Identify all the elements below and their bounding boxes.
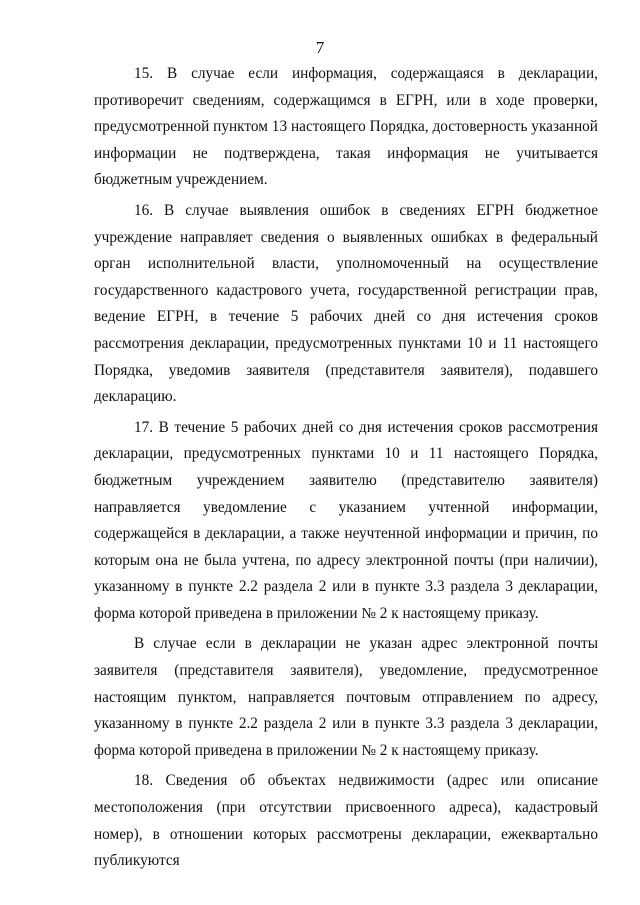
paragraph-15: 15. В случае если информация, содержащаяся в декларации, противоречит сведениям, содержащимся в ЕГРН, или в ходе проверки, предусмотренной пунктом 13 настоящего Порядка, достоверность указанной информации не подтверждена, такая информация не учитывается бюджетным учреждением. bbox=[94, 65, 598, 189]
page-number: 7 bbox=[315, 38, 325, 57]
document-body bbox=[94, 61, 598, 879]
paragraph-17: 17. В течение 5 рабочих дней со дня истечения сроков рассмотрения декларации, предусмотренных пунктами 10 и 11 настоящего Порядка, бюджетным учреждением заявителю (представителю заявителя) направляется уведомление с указанием учтенной информации, содержащейся в декларации, а также неучтенной информации и причин, по которым она не была учтена, по адресу электронной почты (при наличии), указанному в пункте 2.2 раздела 2 или в пункте 3.3 раздела 3 декларации, форма которой приведена в приложении № 2 к настоящему приказу. bbox=[94, 418, 598, 622]
paragraph-16: 16. В случае выявления ошибок в сведениях ЕГРН бюджетное учреждение направляет сведения о выявленных ошибках в федеральный орган исполнительной власти, уполномоченный на осуществление государственного кадастрового учета, государственной регистрации прав, ведение ЕГРН, в течение 5 рабочих дней со дня истечения сроков рассмотрения декларации, предусмотренных пунктами 10 и 11 настоящего Порядка, уведомив заявителя (представителя заявителя), подавшего декларацию. bbox=[94, 201, 598, 406]
paragraph-18: 18. Сведения об объектах недвижимости (адрес или описание местоположения (при отсутствии присвоенного адреса), кадастровый номер), в отношении которых рассмотрены декларации, ежеквартально публикуются bbox=[94, 772, 598, 870]
paragraph-17-continuation: В случае если в декларации не указан адрес электронной почты заявителя (представителя заявителя), уведомление, предусмотренное настоящим пунктом, направляется почтовым отправлением по адресу, указанному в пункте 2.2 раздела 2 или в пункте 3.3 раздела 3 декларации, форма которой приведена в приложении № 2 к настоящему приказу. bbox=[94, 635, 598, 759]
